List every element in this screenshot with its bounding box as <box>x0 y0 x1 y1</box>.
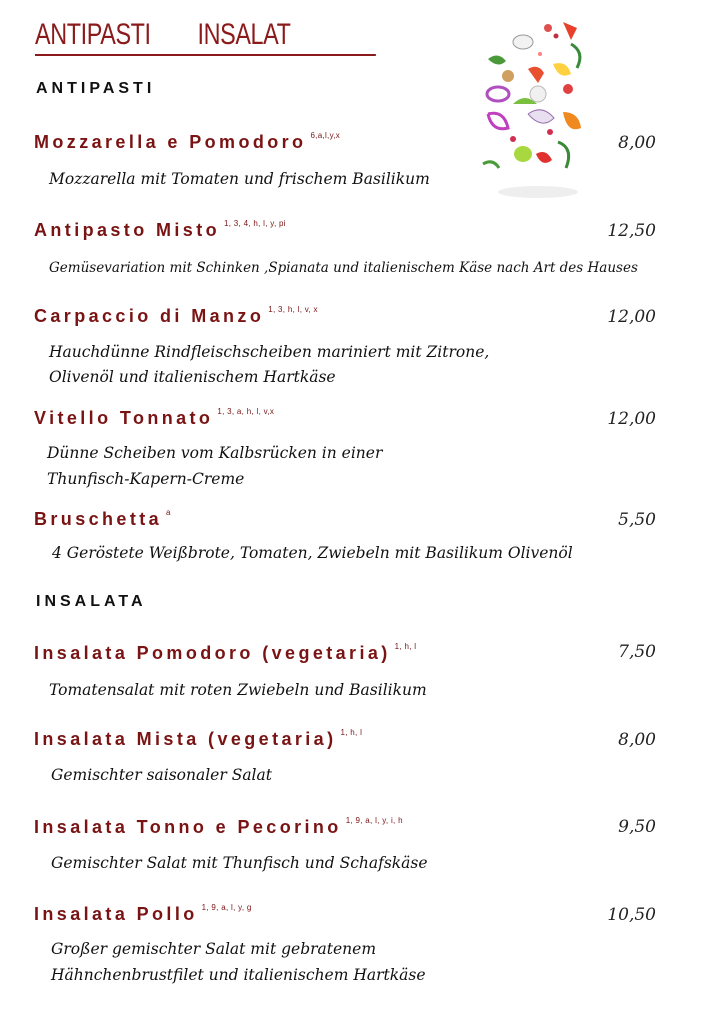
dish-title: Bruschetta <box>34 509 163 529</box>
allergen-codes: 1, 3, 4, h, l, y, pi <box>224 219 286 228</box>
section-heading-antipasti: ANTIPASTI <box>36 80 156 97</box>
dish-price: 5,50 <box>618 510 656 530</box>
dish-price: 12,00 <box>607 307 656 327</box>
dish-name <box>34 816 403 838</box>
section-heading-insalata: INSALATA <box>36 593 147 610</box>
allergen-codes: a <box>166 508 171 517</box>
dish-price: 8,00 <box>618 730 656 750</box>
dish-title: Mozzarella e Pomodoro <box>34 132 307 152</box>
dish-name <box>34 903 252 925</box>
dish-name <box>34 305 318 327</box>
dish-description: Hähnchenbrustfilet und italienischem Hartkäse <box>51 966 426 984</box>
title-insalat: INSALAT <box>197 18 291 51</box>
dish-title: Vitello Tonnato <box>34 408 214 428</box>
dish-name <box>34 728 362 750</box>
dish-name <box>34 508 171 530</box>
allergen-codes: 6,a,l,y,x <box>310 131 341 140</box>
dish-title: Carpaccio di Manzo <box>34 306 265 326</box>
dish-title: Insalata Tonno e Pecorino <box>34 817 342 837</box>
dish-title: Antipasto Misto <box>34 220 220 240</box>
dish-description: Thunfisch-Kapern-Creme <box>47 470 245 488</box>
dish-description: Gemischter saisonaler Salat <box>51 766 272 784</box>
dish-description: 4 Geröstete Weißbrote, Tomaten, Zwiebeln mit Basilikum Olivenöl <box>52 544 573 562</box>
dish-description: Gemüsevariation mit Schinken ,Spianata und italienischem Käse nach Art des Hauses <box>49 260 638 276</box>
allergen-codes: 1, 9, a, l, y, i, h <box>345 816 403 825</box>
dish-price: 7,50 <box>618 642 656 662</box>
dish-price: 10,50 <box>607 905 656 925</box>
dish-price: 9,50 <box>618 817 656 837</box>
dish-title: Insalata Pollo <box>34 904 198 924</box>
dish-description: Tomatensalat mit roten Zwiebeln und Basilikum <box>49 681 427 699</box>
allergen-codes: 1, h, l <box>394 642 417 651</box>
page-title <box>35 18 376 56</box>
dish-description: Olivenöl und italienischem Hartkäse <box>49 368 336 386</box>
dish-price: 12,50 <box>607 221 656 241</box>
allergen-codes: 1, 3, a, h, l, v,x <box>217 407 275 416</box>
dish-price: 8,00 <box>618 133 656 153</box>
dish-name <box>34 219 286 241</box>
dish-description: Hauchdünne Rindfleischscheiben mariniert mit Zitrone, <box>49 343 490 361</box>
dish-name <box>34 131 340 153</box>
dish-description: Mozzarella mit Tomaten und frischem Basilikum <box>49 170 430 188</box>
dish-title: Insalata Pomodoro (vegetaria) <box>34 643 391 663</box>
dish-description: Großer gemischter Salat mit gebratenem <box>51 940 377 958</box>
allergen-codes: 1, h, l <box>340 728 363 737</box>
allergen-codes: 1, 3, h, l, v, x <box>268 305 318 314</box>
dish-description: Dünne Scheiben vom Kalbsrücken in einer <box>47 444 383 462</box>
allergen-codes: 1, 9, a, l, y, g <box>201 903 252 912</box>
title-antipasti: ANTIPASTI <box>35 18 151 51</box>
dish-description: Gemischter Salat mit Thunfisch und Schafskäse <box>51 854 428 872</box>
dish-title: Insalata Mista (vegetaria) <box>34 729 337 749</box>
dish-name <box>34 407 274 429</box>
dish-name <box>34 642 416 664</box>
salad-vegetables-icon <box>468 14 600 204</box>
dish-price: 12,00 <box>607 409 656 429</box>
